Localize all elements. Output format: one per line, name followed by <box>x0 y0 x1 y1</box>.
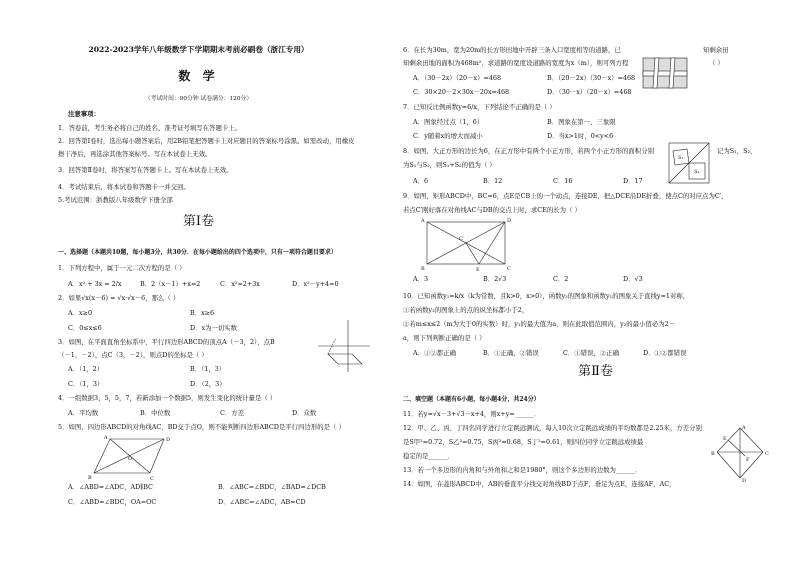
question-2-stem: 2．如果√x(x－6) = √x·√x－6，那么（ ） <box>58 294 180 302</box>
q9-rectangle-figure <box>421 218 513 273</box>
right-column <box>397 0 794 562</box>
question-3-stem-2: （－1，－2），点C（3，－2），则点D的坐标是（ ） <box>58 351 208 359</box>
q8-option-c: C．16 <box>553 177 573 185</box>
q5-option-a: A．∠ABD=∠ADC，AD∥BC <box>68 483 153 491</box>
note-item: 5.考试范围：浙教版八年级数学下册全部 <box>58 196 173 204</box>
note-item: 1．答卷前，考生务必将自己的姓名、准考证号填写在答题卡上。 <box>58 124 242 132</box>
part2-title: 第Ⅱ卷 <box>578 364 613 379</box>
q7-option-c: C．y随着x的增大而减小 <box>413 132 483 140</box>
subject-title: 数 学 <box>178 69 219 83</box>
q9-option-c: C．2 <box>553 275 569 283</box>
note-item: 3．回答第Ⅱ卷时，将答案写在答题卡上。写在本试卷上无效。 <box>58 166 233 174</box>
question-10-stem: 10．已知函数y₁=k/x（k为常数，且k>0，x>0），函数y₂的图象和函数y₁的图象关于直线y=1对称， <box>403 292 690 300</box>
question-3-stem: 3．如图，在平面直角坐标系中，平行四边形ABCD的顶点A（－3，2），点B <box>58 338 275 346</box>
q5-label-a: A <box>104 435 108 441</box>
q9-label-b: B <box>421 266 425 272</box>
q3-option-b: B．（1，3） <box>190 365 226 373</box>
q14-label-f: F <box>746 457 750 463</box>
q6-option-a: A．（30－2x）（20－x）=468 <box>413 74 502 82</box>
note-item: 4．考试结束后，将本试卷和答题卡一并交回。 <box>58 183 190 191</box>
q4-option-c: C．方差 <box>220 409 245 417</box>
q1-option-d: D．x²－y+4=0 <box>292 280 339 288</box>
question-10-line-2: ①若函数y₂的图象上的点的纵坐标都小于2， <box>403 306 529 314</box>
question-8-aside: 记为S₁，S₂， <box>717 147 757 155</box>
question-8-stem: 8．如图，大正方形的边长为6，在正方形中有两个小正方形，若两个小正方形的面积分别 <box>403 147 654 155</box>
notes-heading: 注意事项： <box>68 110 100 118</box>
q4-option-a: A．平均数 <box>68 409 99 417</box>
q6-option-b: B．（20－2x）（30－x）=468 <box>547 74 636 82</box>
question-12: 12．甲、乙、丙、丁四名同学进行立定跳远测试，每人10次立定跳远成绩的平均数都是2.25米，方差分别 <box>403 424 702 432</box>
note-item: 2．回答第Ⅰ卷时，选出每小题答案后，用2B铅笔把答题卡上对应题目的答案标号涂黑。如需改动，用橡皮 <box>58 137 355 145</box>
q3-option-c: C．（1，3） <box>68 380 104 388</box>
question-7-stem: 7．已知反比例函数y=6/x，下列结论不正确的是（ ） <box>403 103 556 111</box>
question-12-line-3: 稳定的是______． <box>403 452 455 460</box>
q14-label-b: B <box>711 451 715 457</box>
q14-label-a: A <box>742 425 746 431</box>
q9-label-e: E <box>476 267 480 273</box>
q14-label-c: C <box>765 451 769 457</box>
q5-parallelogram-figure <box>88 433 178 482</box>
q5-label-c: C <box>150 476 154 482</box>
q1-option-c: C．x²=2+3x <box>220 280 260 288</box>
q5-label-o: O <box>128 456 133 462</box>
q3-option-d: D．（2，3） <box>190 380 226 388</box>
part1-title: 第Ⅰ卷 <box>182 214 215 229</box>
q6-option-c: C．30×20－2×30x－20x=468 <box>413 88 510 96</box>
q8-squares-figure <box>669 143 709 183</box>
question-10-line-3: ②若m≤x≤2（m为大于0的实数）时，y₁的最大值为a，则在此取值范围内，y₂的最小值必为2－ <box>403 320 676 328</box>
q14-label-d: D <box>742 478 747 484</box>
question-8-stem-2: 为S₁与S₂，则S₁+S₂的值为（ ） <box>403 161 496 169</box>
question-6-aside: 知剩余田 <box>703 46 729 54</box>
q8-option-d: D．17 <box>623 177 643 185</box>
q10-option-c: C．①错误，②正确 <box>563 349 620 357</box>
q9-label-c: C <box>507 266 511 272</box>
q9-option-b: B．2√3 <box>483 275 507 283</box>
q10-option-b: B．①正确，②错误 <box>483 349 539 357</box>
q5-option-d: D．∠ABC=∠ADC，AB=CD <box>218 498 306 506</box>
q1-option-b: B．2（x－1）+x=2 <box>140 280 201 288</box>
svg-text:S₁: S₁ <box>678 155 684 161</box>
q10-option-d: D．①②都错误 <box>643 349 687 357</box>
q6-field-figure <box>643 58 687 88</box>
q6-option-d: D．（30－x）（20－x）=468 <box>547 88 632 96</box>
q2-option-d: D．x为一切实数 <box>190 324 238 332</box>
q4-option-b: B．中位数 <box>140 409 171 417</box>
q5-option-c: C．∠ABD=∠BDC，OA=OC <box>68 498 157 506</box>
q7-option-b: B．图象在第一、三象限 <box>547 118 616 126</box>
question-6-stem-2: 知剩余田地的面积为468m²，求道路的宽度设道路的宽度为x（m），则可列方程 <box>403 59 629 67</box>
q9-label-c-prime: C′ <box>459 236 464 242</box>
q2-option-a: A．x≥0 <box>68 309 93 317</box>
question-4-stem: 4．一组数据3，5，5，7，若新添加一个数据5，则发生变化的统计量是（ ） <box>58 394 277 402</box>
note-item: 擦干净后，再选涂其他答案标号。写在本试卷上无效。 <box>58 150 212 158</box>
section2-header: 二、填空题（本题有6小题，每小题4分，共24分） <box>403 396 540 403</box>
question-10-line-4: a，则下列判断正确的是（ ） <box>403 334 486 342</box>
q5-label-d: D <box>166 437 171 443</box>
q5-option-b: B．∠ABC=∠BDC，∠BAD=∠DCB <box>218 483 326 491</box>
question-13: 13．若一个多边形的内角和与外角和之和是1980°，则这个多边形的边数为______． <box>403 466 642 474</box>
svg-text:S₂: S₂ <box>694 169 700 175</box>
q9-label-d: D <box>507 218 512 224</box>
exam-info: （考试时间：90分钟 试卷满分：120分） <box>144 96 253 102</box>
q1-option-a: A．x² + 3x = 2/x <box>68 280 122 288</box>
q5-label-b: B <box>88 475 92 481</box>
question-5-stem: 5．如图，四边形ABCD的对角线AC，BD交于点O，则不能判断四边形ABCD是平行四边形的是（ ） <box>58 423 345 431</box>
question-9-stem: 9．如图，矩形ABCD中，BC=6，点E是CB上的一个动点，连接DE，把△DCE沿DE折叠，使点C的对应点为C′， <box>403 192 728 200</box>
q9-label-a: A <box>421 218 425 224</box>
q10-option-a: A．①②都正确 <box>413 349 456 357</box>
q14-label-e: E <box>723 436 727 442</box>
q3-coordinate-figure <box>318 320 370 372</box>
exam-title: 2022-2023学年八年级数学下学期期末考前必刷卷（浙江专用） <box>88 45 309 54</box>
q14-rhombus-figure <box>711 425 769 484</box>
q2-option-c: C．0≤x≤6 <box>68 324 102 332</box>
question-6-stem: 6．在长为30m，宽为20m的长方形田地中开辟三条入口宽度相等的道路，已 <box>403 46 621 54</box>
q8-option-a: A．6 <box>413 177 429 185</box>
q2-option-b: B．x≥6 <box>190 309 215 317</box>
q9-option-a: A．3 <box>413 275 429 283</box>
q3-option-a: A．（1，2） <box>68 365 104 373</box>
question-11: 11．若y=√x－3+√3－x+4，则x+y=______． <box>403 410 541 418</box>
q4-option-d: D．众数 <box>292 409 317 417</box>
question-6-aside-2: （ ） <box>709 59 724 67</box>
question-9-stem-2: 若点C′刚好落在对角线AC与DB的交点上时，求CE的长为（ ） <box>403 206 581 214</box>
section1-header: 一、选择题（本题共10题，每小题3分，共30分．在每小题给出的四个选项中，只有一项符合题目要求） <box>58 249 337 256</box>
question-1-stem: 1．下列方程中，属于一元二次方程的是（ ） <box>58 264 186 272</box>
question-14: 14．如图，在菱形ABCD中，AB的垂直平分线交对角线BD于点F，垂足为点E，连接AF，AC， <box>403 480 676 488</box>
question-12-line-2: 是S甲²=0.72，S乙²=0.75，S丙²=0.68，S丁²=0.61，则四位同学立定跳远成绩最 <box>403 438 644 446</box>
q7-option-a: A．图象经过点（1，6） <box>413 118 484 126</box>
q8-option-b: B．12 <box>483 177 503 185</box>
q7-option-d: D．当x>1时，0<y<6 <box>547 132 614 140</box>
q9-option-d: D．√3 <box>623 275 643 283</box>
